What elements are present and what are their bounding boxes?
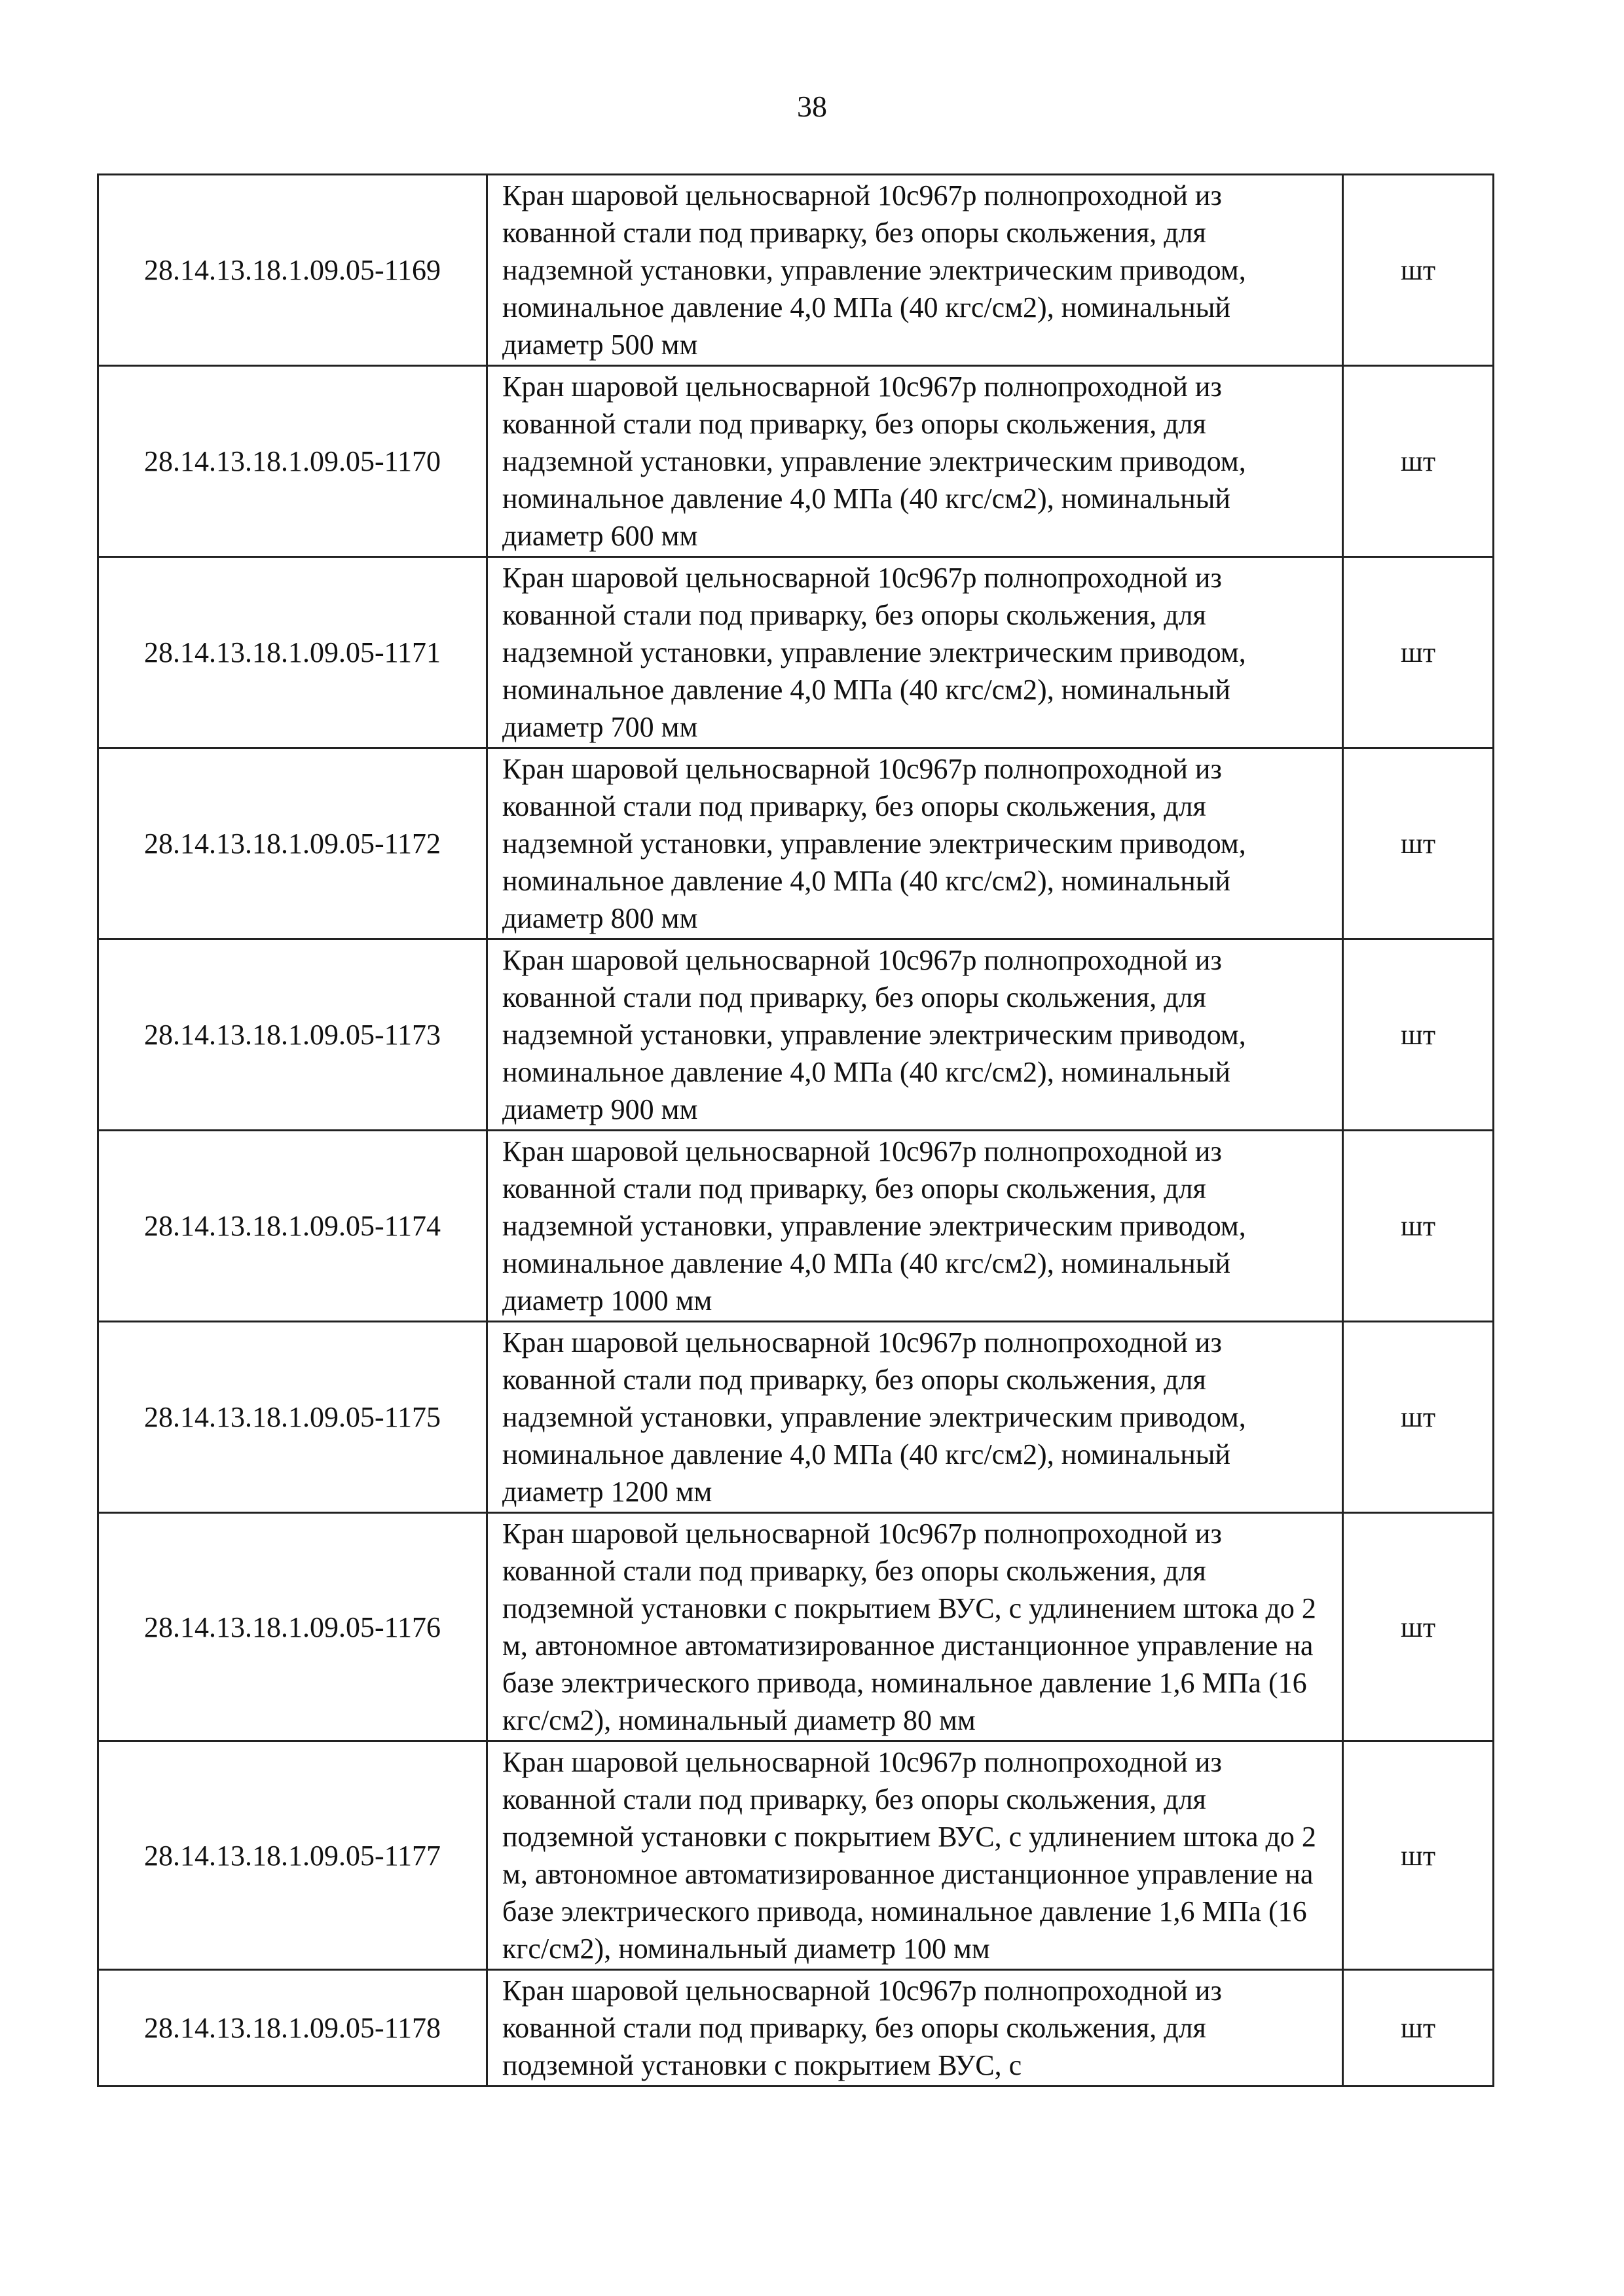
resource-code: 28.14.13.18.1.09.05-1170 (98, 366, 487, 557)
resource-code: 28.14.13.18.1.09.05-1175 (98, 1322, 487, 1513)
unit-of-measure: шт (1343, 1513, 1494, 1741)
resource-description: Кран шаровой цельносварной 10с967р полнопроходной из кованной стали под приварку, без опоры скольжения, для надземной установки, управление электрическим приводом, номинальное давление 4,0 МПа (40 кгс/см2), номинальный диаметр 900 мм (487, 939, 1343, 1131)
table-row (98, 1131, 1494, 1322)
resource-catalog-table (97, 173, 1494, 2087)
resource-code: 28.14.13.18.1.09.05-1173 (98, 939, 487, 1131)
table-row (98, 1322, 1494, 1513)
table-row (98, 366, 1494, 557)
resource-description: Кран шаровой цельносварной 10с967р полнопроходной из кованной стали под приварку, без опоры скольжения, для надземной установки, управление электрическим приводом, номинальное давление 4,0 МПа (40 кгс/см2), номинальный диаметр 800 мм (487, 748, 1343, 939)
resource-description: Кран шаровой цельносварной 10с967р полнопроходной из кованной стали под приварку, без опоры скольжения, для надземной установки, управление электрическим приводом, номинальное давление 4,0 МПа (40 кгс/см2), номинальный диаметр 1000 мм (487, 1131, 1343, 1322)
unit-of-measure: шт (1343, 1131, 1494, 1322)
table-row (98, 1741, 1494, 1970)
resource-description: Кран шаровой цельносварной 10с967р полнопроходной из кованной стали под приварку, без опоры скольжения, для подземной установки с покрытием ВУС, с удлинением штока до 2 м, автономное автоматизированное дистанционное управление на базе электрического привода, номинальное давление 1,6 МПа (16 кгс/см2), номинальный диаметр 80 мм (487, 1513, 1343, 1741)
table-row (98, 557, 1494, 748)
page-number: 38 (797, 90, 827, 123)
resource-description: Кран шаровой цельносварной 10с967р полнопроходной из кованной стали под приварку, без опоры скольжения, для надземной установки, управление электрическим приводом, номинальное давление 4,0 МПа (40 кгс/см2), номинальный диаметр 600 мм (487, 366, 1343, 557)
resource-code: 28.14.13.18.1.09.05-1177 (98, 1741, 487, 1970)
resource-description: Кран шаровой цельносварной 10с967р полнопроходной из кованной стали под приварку, без опоры скольжения, для подземной установки с покрытием ВУС, с (487, 1970, 1343, 2086)
unit-of-measure: шт (1343, 557, 1494, 748)
resource-description: Кран шаровой цельносварной 10с967р полнопроходной из кованной стали под приварку, без опоры скольжения, для надземной установки, управление электрическим приводом, номинальное давление 4,0 МПа (40 кгс/см2), номинальный диаметр 700 мм (487, 557, 1343, 748)
resource-code: 28.14.13.18.1.09.05-1169 (98, 175, 487, 366)
resource-description: Кран шаровой цельносварной 10с967р полнопроходной из кованной стали под приварку, без опоры скольжения, для надземной установки, управление электрическим приводом, номинальное давление 4,0 МПа (40 кгс/см2), номинальный диаметр 1200 мм (487, 1322, 1343, 1513)
unit-of-measure: шт (1343, 366, 1494, 557)
table-row (98, 1970, 1494, 2086)
resource-code: 28.14.13.18.1.09.05-1171 (98, 557, 487, 748)
unit-of-measure: шт (1343, 748, 1494, 939)
unit-of-measure: шт (1343, 939, 1494, 1131)
unit-of-measure: шт (1343, 175, 1494, 366)
table-row (98, 748, 1494, 939)
table-row (98, 175, 1494, 366)
unit-of-measure: шт (1343, 1741, 1494, 1970)
resource-code: 28.14.13.18.1.09.05-1176 (98, 1513, 487, 1741)
unit-of-measure: шт (1343, 1322, 1494, 1513)
resource-code: 28.14.13.18.1.09.05-1174 (98, 1131, 487, 1322)
resource-code: 28.14.13.18.1.09.05-1178 (98, 1970, 487, 2086)
table-row (98, 1513, 1494, 1741)
resource-code: 28.14.13.18.1.09.05-1172 (98, 748, 487, 939)
resource-description: Кран шаровой цельносварной 10с967р полнопроходной из кованной стали под приварку, без опоры скольжения, для подземной установки с покрытием ВУС, с удлинением штока до 2 м, автономное автоматизированное дистанционное управление на базе электрического привода, номинальное давление 1,6 МПа (16 кгс/см2), номинальный диаметр 100 мм (487, 1741, 1343, 1970)
table-row (98, 939, 1494, 1131)
resource-description: Кран шаровой цельносварной 10с967р полнопроходной из кованной стали под приварку, без опоры скольжения, для надземной установки, управление электрическим приводом, номинальное давление 4,0 МПа (40 кгс/см2), номинальный диаметр 500 мм (487, 175, 1343, 366)
unit-of-measure: шт (1343, 1970, 1494, 2086)
